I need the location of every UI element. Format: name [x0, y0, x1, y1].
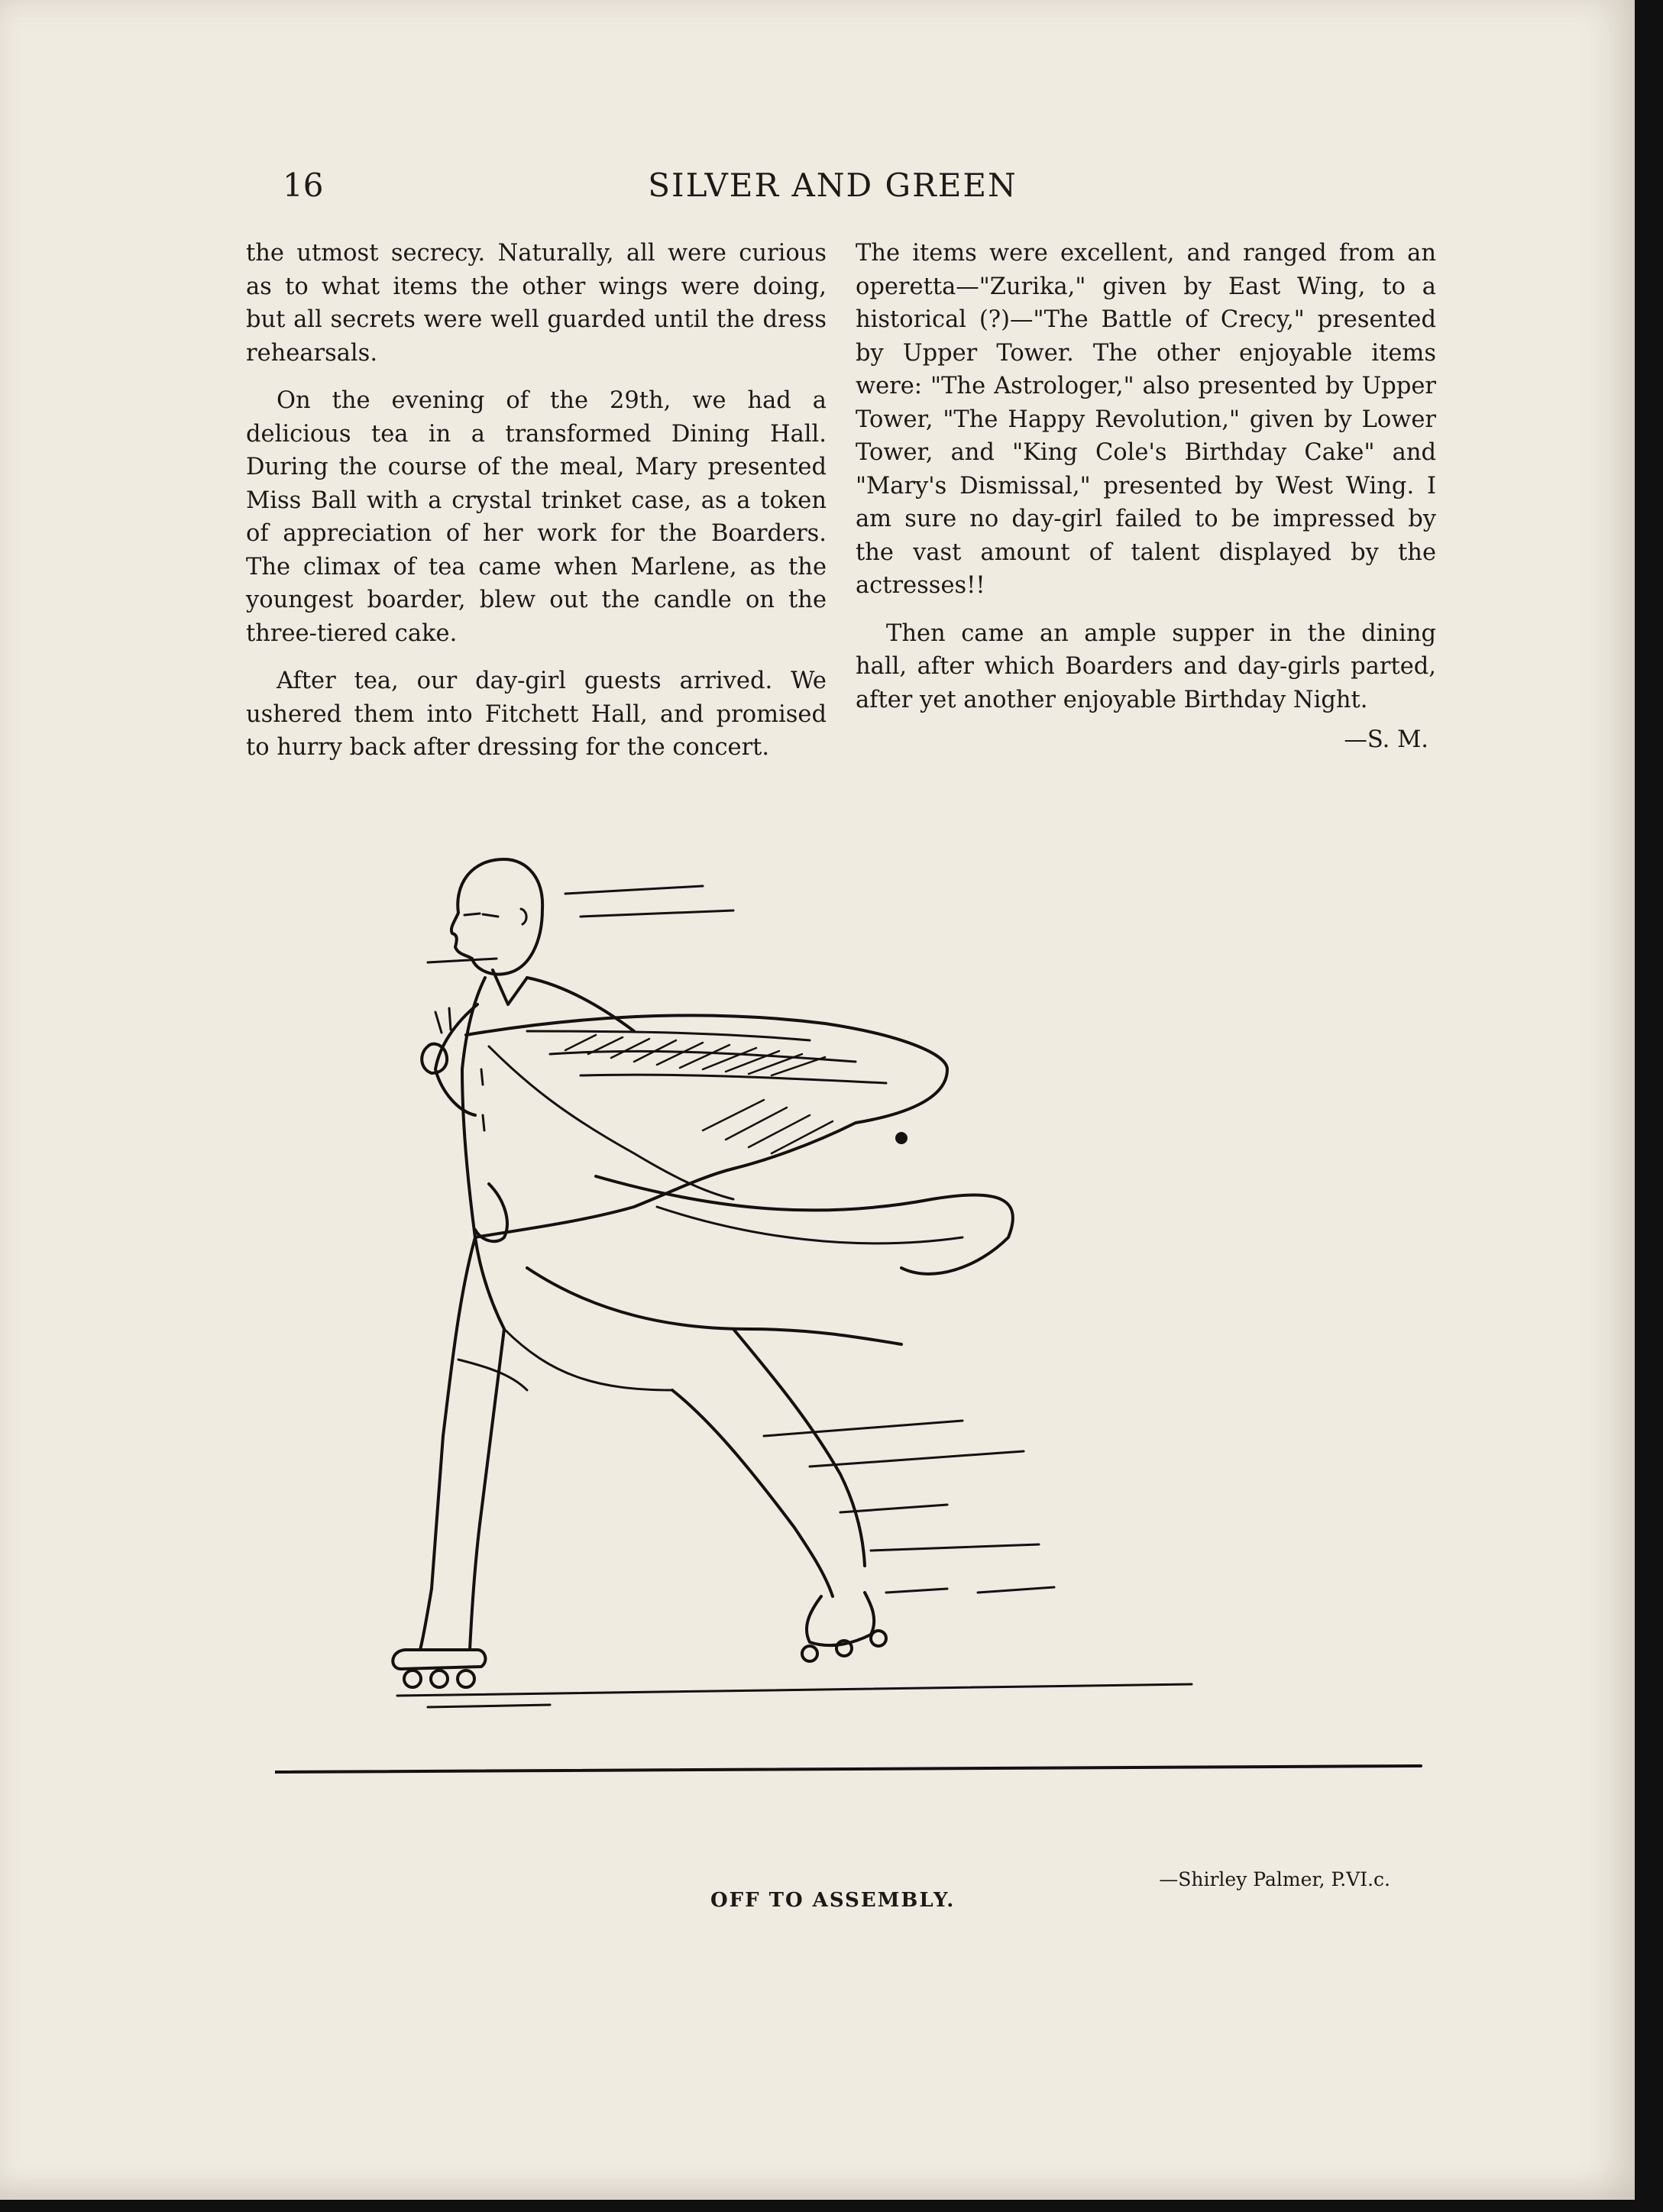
page-number: 16	[283, 167, 324, 204]
illustration-caption: OFF TO ASSEMBLY.	[710, 1889, 956, 1912]
running-head: SILVER AND GREEN	[648, 167, 1018, 204]
left-paragraph-2: On the evening of the 29th, we had a delicious tea in a transformed Dining Hall. During the course of the meal, Mary presented Miss Ball with a crystal trinket case, as a token of appreciation of her work for the Boarders. The climax of tea came when Marlene, as the youngest boarder, blew out the candle on the three-tiered cake.	[246, 387, 827, 647]
right-paragraph-1: The items were excellent, and ranged from an operetta—"Zurika," given by East Wing, to a historical (?)—"The Battle of Crecy," presented by Upper Tower. The other enjoyable items were: "The Astrologer," also presented by Upper Tower, "The Happy Revolution," given by Lower Tower, and "King Cole's Birthday Cake" and "Mary's Dismissal," presented by West Wing. I am sure no day-girl failed to be impressed by the vast amount of talent displayed by the actresses!!	[856, 240, 1436, 599]
article-signature: —S. M.	[1344, 726, 1428, 753]
sketch-man-on-roller-skates	[275, 840, 1497, 1856]
scan-edge	[0, 2200, 1663, 2212]
illustration-credit: —Shirley Palmer, P.VI.c.	[1159, 1868, 1390, 1890]
right-column	[856, 237, 1436, 757]
right-paragraph-2: Then came an ample supper in the dining hall, after which Boarders and day-girls parted, after yet another enjoyable Birthday Night.	[856, 619, 1436, 713]
left-paragraph-3: After tea, our day-girl guests arrived. We ushered them into Fitchett Hall, and promised to hurry back after dressing for the concert.	[246, 668, 827, 761]
left-column	[246, 237, 827, 779]
page-header	[229, 167, 1436, 212]
left-paragraph-1: the utmost secrecy. Naturally, all were curious as to what items the other wings were doing, but all secrets were well guarded until the dress rehearsals.	[246, 240, 827, 367]
